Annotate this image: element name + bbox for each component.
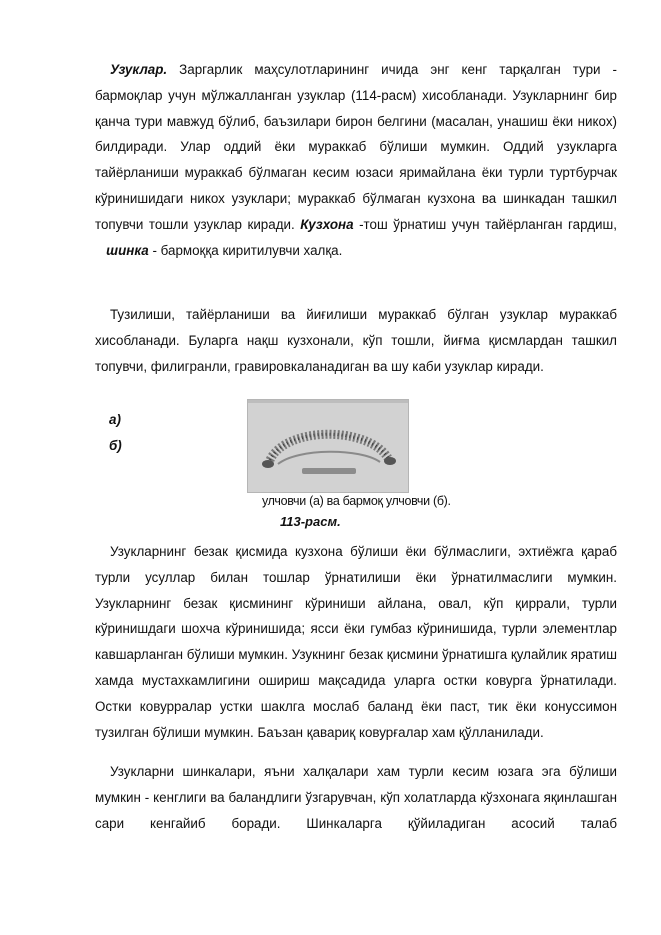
kuzkhona-definition: -тош ўрнатиш учун тайёрланган гардиш, [353, 216, 617, 232]
paragraph-shanks [95, 759, 617, 836]
term-shinka: шинка [106, 242, 149, 258]
figure-number: 113-расм. [280, 514, 341, 529]
shinka-definition: - бармоққа киритилувчи халқа. [148, 242, 343, 258]
figure-label-b: б) [109, 438, 122, 453]
term-kuzkhona: Кузхона [300, 216, 354, 232]
term-rings: Узуклар. [110, 62, 168, 77]
figure-caption: улчовчи (а) ва бармоқ улчовчи (б). [262, 494, 451, 508]
paragraph-decoration-text: Узукларнинг безак қисмида кузхона бўлиши ёки бўлмаслиги, эхтиёжга қараб турли усуллар билан тошлар ўрнатилиши ёки ўрнатилмаслиги мумкин. Узукларнинг безак қисмининг кўриниши айлана, овал, кўп қиррали, турли кўринишдаги шохча кўринишида; ясси ёки гумбаз кўринишида, турли элементлар кавшарланган бўлиши мумкин. Узукнинг безак қисмини ўрнатишга қулайлик яратиш хамда мустахкамлигини ошириш мақсадида уларга остки ковурга ўрнатилади. Остки ковурралар устки шаклга мослаб баланд ёки паст, тик ёки конуссимон тузилган бўлиши мумкин. Баъзан қавариқ ковурғалар хам қўлланилади. [95, 544, 617, 740]
paragraph-shanks-text: Узукларни шинкалари, яъни халқалари хам турли кесим юзага эга бўлиши мумкин - кенглиги ва баландлиги ўзгарувчан, кўп холатларда кўзхонага яқинлашган сари кенгайиб боради. Шинкаларга қўйиладиган асосий талаб [95, 764, 617, 831]
ring-gauge-photo [247, 399, 409, 493]
ring-gauge-illustration [248, 400, 408, 492]
paragraph-complex-rings [95, 302, 617, 379]
paragraph-rings-intro [95, 57, 617, 263]
paragraph-rings-text: Заргарлик маҳсулотларининг ичида энг кенг тарқалган тури - бармоқлар учун мўлжалланган узуклар (114-расм) хисобланади. Узукларнинг бир қанча тури мавжуд бўлиб, баъзилари бирон белгини (масалан, унашиш ёки никох) билдиради. Улар оддий ёки мураккаб бўлиши мумкин. Оддий узукларга тайёрланиши мураккаб бўлмаган кесим юзаси яримайлана ёки турли туртбурчак кўринишидаги никох узуклари; мураккаб бўлмаган кузхона ва шинкадан ташкил топувчи тошли узуклар киради. [95, 62, 617, 232]
figure-label-a: а) [109, 412, 121, 427]
paragraph-decoration [95, 539, 617, 745]
paragraph-complex-rings-text: Тузилиши, тайёрланиши ва йиғилиши мураккаб бўлган узуклар мураккаб хисобланади. Буларга нақш кузхонали, кўп тошли, йиғма қисмлардан ташкил топувчи, филигранли, гравировкаланадиган ва шу каби узуклар киради. [95, 307, 617, 374]
